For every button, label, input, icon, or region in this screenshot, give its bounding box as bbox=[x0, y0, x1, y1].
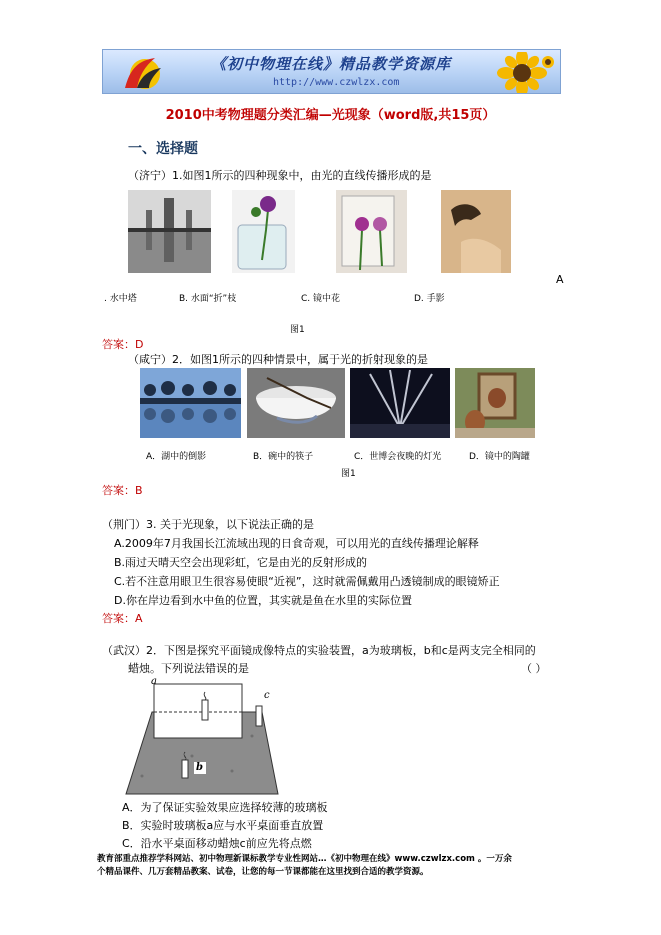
question-4-stem-line1: （武汉）2．下图是探究平面镜成像特点的实验装置，a为玻璃板，b和c是两支完全相同的 bbox=[102, 644, 536, 657]
q2-figure-label: 图1 bbox=[341, 469, 356, 479]
q2-caption-a: A．湖中的倒影 bbox=[146, 452, 207, 462]
label-a: a bbox=[151, 676, 157, 687]
q3-option-c: C.若不注意用眼卫生很容易使眼“近视”，这时就需佩戴用凸透镜制成的眼镜矫正 bbox=[114, 575, 500, 588]
q3-answer: 答案：A bbox=[102, 612, 143, 625]
photo-flower-mirror bbox=[336, 190, 407, 273]
q1-caption-d: D. 手影 bbox=[414, 294, 445, 304]
q2-caption-b: B．碗中的筷子 bbox=[253, 452, 314, 462]
section-title: 一、选择题 bbox=[128, 141, 198, 157]
question-2-stem: （咸宁）2．如图1所示的四种情景中，属于光的折射现象的是 bbox=[128, 353, 428, 366]
sunflower-icon bbox=[482, 52, 556, 94]
banner-url[interactable]: http://www.czwlzx.com bbox=[273, 77, 400, 88]
q4-option-c: C．沿水平桌面移动蜡烛c前应先将点燃 bbox=[122, 837, 312, 850]
q4-option-a: A．为了保证实验效果应选择较薄的玻璃板 bbox=[122, 801, 328, 814]
q1-caption-c: C. 镜中花 bbox=[301, 294, 341, 304]
q2-answer: 答案：B bbox=[102, 484, 143, 497]
question-4-answer-paren: （ ） bbox=[521, 662, 547, 675]
q1-caption-a: . 水中塔 bbox=[104, 294, 137, 304]
site-logo-icon bbox=[115, 54, 167, 92]
footer-line-2: 个精品课件、几万套精品教案、试卷，让您的每一节课都能在这里找到合适的教学资源。 bbox=[97, 867, 429, 877]
q1-caption-b: B. 水面“折”枝 bbox=[179, 294, 237, 304]
label-b: b bbox=[196, 762, 203, 773]
q2-caption-d: D．镜中的陶罐 bbox=[469, 452, 530, 462]
q2-caption-c: C．世博会夜晚的灯光 bbox=[354, 452, 442, 462]
banner-title: 《初中物理在线》精品教学资源库 bbox=[211, 55, 452, 73]
photo-expo-lights bbox=[350, 368, 450, 438]
q3-option-a: A.2009年7月我国长江流域出现的日食奇观，可以用光的直线传播理论解释 bbox=[114, 537, 479, 550]
q3-option-b: B.雨过天晴天空会出现彩虹，它是由光的反射形成的 bbox=[114, 556, 368, 569]
photo-lake-reflection bbox=[140, 368, 241, 438]
photo-hand-shadow bbox=[441, 190, 511, 273]
photo-mirror-pot bbox=[455, 368, 535, 438]
document-title: 2010中考物理题分类汇编—光现象（word版,共15页） bbox=[165, 108, 496, 123]
question-1-trailing-letter: A bbox=[556, 273, 564, 286]
photo-bowl-chopstick bbox=[247, 368, 345, 438]
mirror-experiment-figure bbox=[122, 676, 282, 798]
photo-bent-stem bbox=[232, 190, 295, 273]
footer-line-1: 教育部重点推荐学科网站、初中物理新课标教学专业性网站…《初中物理在线》www.czwlzx.com 。一万余 bbox=[97, 854, 512, 864]
q4-option-b: B．实验时玻璃板a应与水平桌面垂直放置 bbox=[122, 819, 324, 832]
q3-option-d: D.你在岸边看到水中鱼的位置，其实就是鱼在水里的实际位置 bbox=[114, 594, 412, 607]
q1-figure-label: 图1 bbox=[290, 325, 305, 335]
question-4-stem-line2: 蜡烛。下列说法错误的是 bbox=[128, 662, 249, 675]
question-3-stem: （荆门）3. 关于光现象，以下说法正确的是 bbox=[102, 518, 314, 531]
question-1-stem: （济宁）1.如图1所示的四种现象中，由光的直线传播形成的是 bbox=[128, 169, 432, 182]
q1-answer: 答案：D bbox=[102, 338, 144, 351]
page-footer bbox=[97, 853, 567, 879]
photo-tower-reflection bbox=[128, 190, 211, 273]
label-c: c bbox=[264, 690, 270, 701]
site-banner bbox=[102, 49, 561, 94]
